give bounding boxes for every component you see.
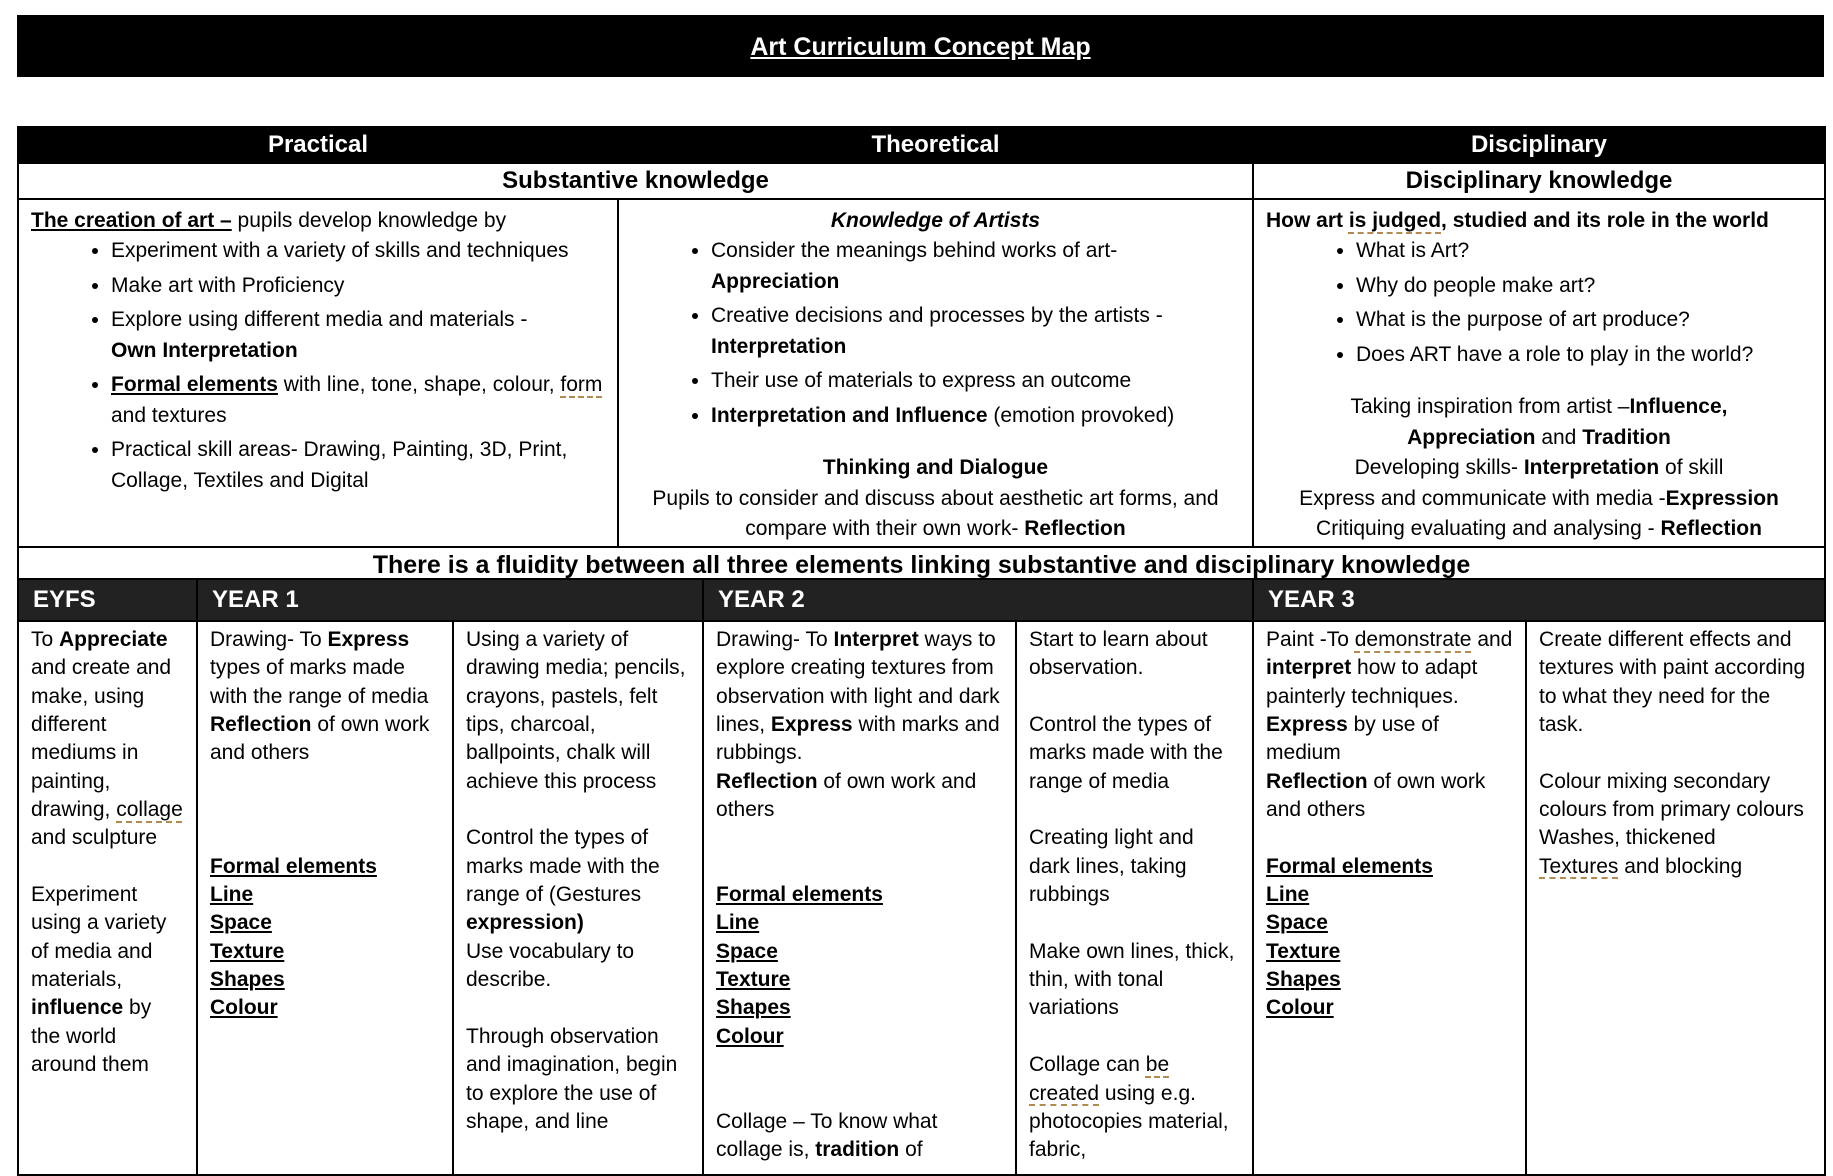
list-item: • What is the purpose of art produce? [1356, 305, 1812, 335]
header-year-2: YEAR 2 [703, 579, 1253, 621]
theoretical-heading: Knowledge of Artists [830, 209, 1041, 232]
disciplinary-list [1266, 236, 1812, 370]
header-disciplinary: Disciplinary [1253, 127, 1825, 163]
header-eyfs: EYFS [18, 579, 197, 621]
formal-elements-list: Formal elements Line Space Texture Shapes Colour [210, 854, 377, 1020]
eyfs-cell: To Appreciate and create and make, using different mediums in painting, drawing, collage and sculpture Experiment using a variety of media and materials, influence by the world around them [18, 621, 197, 1175]
disciplinary-line: Critiquing evaluating and analysing - Reflection [1316, 516, 1762, 540]
list-item: • Interpretation and Influence (emotion provoked) [711, 401, 1240, 431]
list-item: • Creative decisions and processes by the artists - Interpretation [711, 301, 1240, 362]
disciplinary-cell [1253, 199, 1825, 547]
list-item: • Formal elements with line, tone, shape, colour, form and textures [111, 370, 605, 431]
thinking-text: Pupils to consider and discuss about aesthetic art forms, and compare with their own work- Reflection [652, 486, 1219, 540]
formal-elements-list: Formal elements Line Space Texture Shapes Colour [716, 883, 883, 1048]
fluidity-statement: There is a fluidity between all three elements linking substantive and disciplinary knowledge [18, 547, 1825, 583]
list-item: • Does ART have a role to play in the world? [1356, 340, 1812, 370]
list-item: • Practical skill areas- Drawing, Painting, 3D, Print, Collage, Textiles and Digital [111, 435, 605, 496]
disciplinary-line: Developing skills- Interpretation of skill [1354, 456, 1724, 480]
substantive-knowledge-heading: Substantive knowledge [18, 163, 1253, 199]
formal-elements-list: Formal elements Line Space Texture Shapes Colour [1266, 854, 1433, 1020]
disciplinary-line: Taking inspiration from artist –Influence, [1350, 395, 1728, 419]
list-item: • Experiment with a variety of skills and techniques [111, 236, 605, 266]
list-item: • Explore using different media and materials - Own Interpretation [111, 305, 605, 366]
year-3-cell-a: Paint -To demonstrate and interpret how to adapt painterly techniques. Express by use of medium Reflection of own work and others Formal elements Line Space Texture Shapes Colour [1253, 621, 1526, 1175]
header-theoretical: Theoretical [618, 127, 1253, 163]
page-title: Art Curriculum Concept Map [750, 33, 1091, 61]
year-table [17, 578, 1826, 1176]
title-bar [17, 15, 1824, 77]
list-item: • Consider the meanings behind works of art- Appreciation [711, 236, 1240, 297]
practical-cell [18, 199, 618, 547]
thinking-heading: Thinking and Dialogue [822, 456, 1049, 480]
year-2-cell-b: Start to learn about observation. Control the types of marks made with the range of media Creating light and dark lines, taking rubbings Make own lines, thick, thin, with tonal variations Collage can be created using e.g. photocopies material, fabric, [1016, 621, 1253, 1175]
year-1-cell-a: Drawing- To Express types of marks made with the range of media Reflection of own work and others Formal elements Line Space Texture Shapes Colour [197, 621, 453, 1175]
list-item: • What is Art? [1356, 236, 1812, 266]
theoretical-cell [618, 199, 1253, 547]
header-practical: Practical [18, 127, 618, 163]
practical-list [31, 236, 605, 496]
year-3-cell-b: Create different effects and textures with paint according to what they need for the task. Colour mixing secondary colours from primary colours Washes, thickened Textures and blocking [1526, 621, 1825, 1175]
year-1-cell-b: Using a variety of drawing media; pencils, crayons, pastels, felt tips, charcoal, ballpoints, chalk will achieve this process Control the types of marks made with the range of (Gestures expression) Use vocabulary to describe. Through observation and imagination, begin to explore the use of shape, and line [453, 621, 703, 1175]
disciplinary-line: Appreciation and Tradition [1407, 425, 1671, 449]
concept-table [17, 126, 1826, 584]
list-item: • Why do people make art? [1356, 271, 1812, 301]
disciplinary-heading: How art is judged, studied and its role in the world [1266, 209, 1769, 232]
disciplinary-line: Express and communicate with media -Expression [1299, 486, 1779, 510]
practical-intro: The creation of art – pupils develop knowledge by [31, 209, 507, 232]
header-year-1: YEAR 1 [197, 579, 703, 621]
list-item: • Their use of materials to express an outcome [711, 366, 1240, 396]
year-2-cell-a: Drawing- To Interpret ways to explore creating textures from observation with light and dark lines, Express with marks and rubbings. Reflection of own work and others Formal elements Line Space Texture Shapes Colour Collage – To know what collage is, tradition of [703, 621, 1016, 1175]
list-item: • Make art with Proficiency [111, 271, 605, 301]
header-year-3: YEAR 3 [1253, 579, 1825, 621]
theoretical-list [631, 236, 1240, 431]
disciplinary-knowledge-heading: Disciplinary knowledge [1253, 163, 1825, 199]
